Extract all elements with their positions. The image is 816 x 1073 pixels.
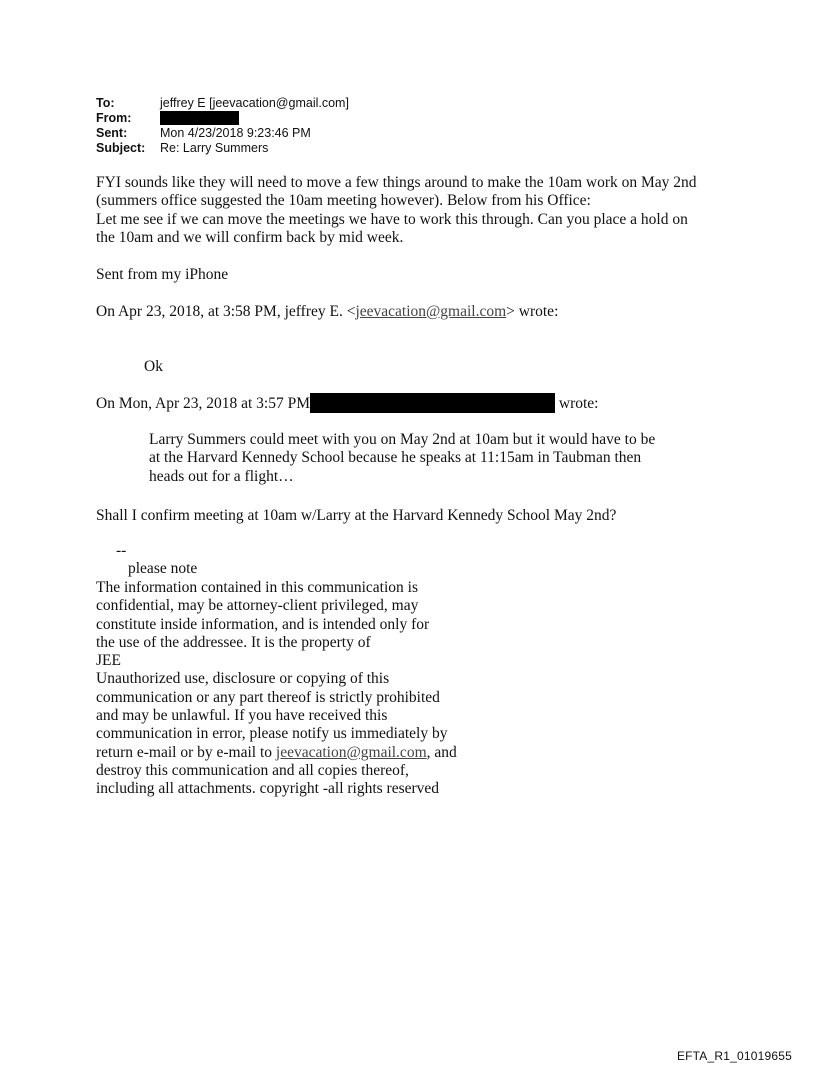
disclaimer-text: return e-mail or by e-mail to [96,743,276,761]
disclaimer-line: and may be unlawful. If you have received this [96,707,388,725]
quote1-prefix: On Apr 23, 2018, at 3:58 PM, jeffrey E. < [96,303,356,320]
body-line: (summers office suggested the 10am meeting however). Below from his Office: [96,192,591,210]
body-line: FYI sounds like they will need to move a few things around to make the 10am work on May 2nd [96,174,697,191]
body-paragraph [96,174,697,247]
quoted-line: Larry Summers could meet with you on May 2nd at 10am but it would have to be [149,431,656,448]
body-line: the 10am and we will confirm back by mid week. [96,228,404,246]
disclaimer-line: including all attachments. copyright -all rights reserved [96,780,440,798]
quoted-line: heads out for a flight… [149,467,294,485]
sent-label: Sent: [96,126,128,140]
redaction-box [310,393,555,413]
quoted-line: at the Harvard Kennedy School because he speaks at 11:15am in Taubman then [149,449,642,467]
to-row [96,96,349,111]
subject-label: Subject: [96,141,146,155]
signature-dashes: -- [116,542,127,559]
redaction-box [160,111,239,125]
quote-header-1 [96,303,558,321]
body-line: Let me see if we can move the meetings we have to work this through. Can you place a hold on [96,210,688,228]
confidentiality-disclaimer [96,579,457,799]
disclaimer-line: communication in error, please notify us immediately by [96,725,448,743]
from-label: From: [96,111,132,125]
please-note: please note [128,560,198,577]
disclaimer-line: the use of the addressee. It is the property of [96,633,371,651]
quote2-suffix: wrote: [555,395,599,412]
to-label: To: [96,96,115,110]
email-link[interactable]: jeevacation@gmail.com [355,303,507,320]
disclaimer-line: confidential, may be attorney-client privileged, may [96,597,419,615]
email-link[interactable]: jeevacation@gmail.com [275,743,427,761]
confirm-question: Shall I confirm meeting at 10am w/Larry at the Harvard Kennedy School May 2nd? [96,507,617,524]
subject-row [96,141,349,156]
quote1-suffix: > wrote: [506,303,559,320]
sent-value: Mon 4/23/2018 9:23:46 PM [160,126,311,140]
reply-ok: Ok [144,358,163,375]
disclaimer-line: communication or any part thereof is strictly prohibited [96,688,440,706]
bates-number: EFTA_R1_01019655 [676,1049,792,1063]
sent-from-signature: Sent from my iPhone [96,266,229,283]
disclaimer-text: , and [426,743,457,761]
quoted-message [149,431,655,486]
disclaimer-line: Unauthorized use, disclosure or copying of this [96,670,390,688]
disclaimer-line: destroy this communication and all copies thereof, [96,761,409,779]
disclaimer-line: JEE [96,652,121,670]
sent-row [96,126,349,141]
disclaimer-line: constitute inside information, and is intended only for [96,615,430,633]
quote-header-2 [96,395,598,415]
email-header [96,96,349,156]
to-value: jeffrey E [jeevacation@gmail.com] [160,96,349,110]
disclaimer-line: The information contained in this communication is [96,579,418,596]
subject-value: Re: Larry Summers [160,141,269,155]
quote2-prefix: On Mon, Apr 23, 2018 at 3:57 PM [96,395,310,412]
from-row [96,111,349,126]
disclaimer-line [96,744,457,762]
